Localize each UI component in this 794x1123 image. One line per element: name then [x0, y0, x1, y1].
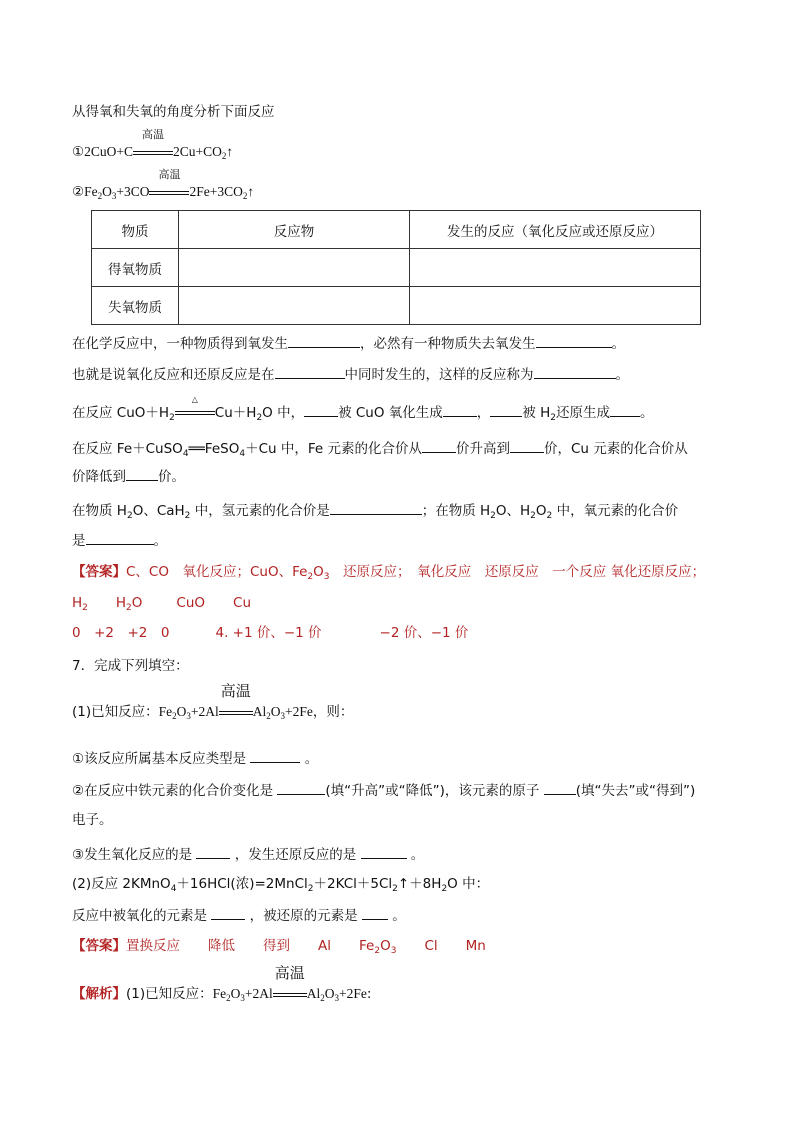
answer-blank[interactable]: [610, 402, 640, 417]
question-7-sub-2: ②在反应中铁元素的化合价变化是 (填“升高”或“降低”)，该元素的原子 (填“失去”或“得到”): [72, 780, 695, 801]
answer-blank[interactable]: [211, 905, 245, 920]
question-valence-cont: 是 。: [72, 530, 167, 551]
question-7-sub-4: 反应中被氧化的元素是 ，被还原的元素是 。: [72, 905, 406, 926]
answer-blank[interactable]: [330, 500, 422, 515]
answer-1-line-3: 0 +2 +2 0 4. +1 价、−1 价 −2 价、−1 价: [72, 625, 469, 641]
question-oxidation-reduction: 在化学反应中，一种物质得到氧发生 ，必然有一种物质失去氧发生 。: [72, 333, 625, 354]
equation-2: $②Fe_2O_3+3CO$ 高温 $2Fe+3CO_2↑$: [72, 169, 255, 201]
answer-tag: 【答案】: [72, 938, 126, 954]
analysis-tag: 【解析】: [72, 986, 126, 1002]
answer-blank[interactable]: [544, 780, 576, 795]
question-7-sub-1: ①该反应所属基本反应类型是 。: [72, 748, 318, 769]
answer-blank[interactable]: [126, 466, 158, 481]
table-cell-reactant: [179, 287, 410, 325]
oxygen-table: [91, 210, 701, 325]
answer-blank[interactable]: [250, 748, 300, 763]
answer-1-line-1: 【答案】C、CO 氧化反应；CuO、$Fe_2O_3$ 还原反应； 氧化反应 还原反应 一个反应 氧化还原反应；: [72, 564, 706, 582]
answer-blank[interactable]: [422, 438, 456, 453]
table-row: [92, 249, 701, 287]
question-valence: 在物质 $H_2O$、CaH$_2$ 中，氢元素的化合价是 ；在物质 $H_2O$、$H_2O_2$ 中，氧元素的化合价: [72, 500, 678, 521]
answer-blank[interactable]: [275, 364, 345, 379]
table-cell-reactant: [179, 249, 410, 287]
table-header-cell: 发生的反应（氧化反应或还原反应）: [410, 211, 701, 249]
answer-blank[interactable]: [304, 402, 338, 417]
intro-title: 从得氧和失氧的角度分析下面反应: [72, 104, 275, 120]
question-7-part-1: (1)已知反应：$Fe_2O_3+2Al$ 高温 $Al_2O_3+2Fe$，则：: [72, 684, 354, 721]
table-row-label: 得氧物质: [92, 249, 179, 287]
answer-blank[interactable]: [361, 844, 407, 859]
equation-1: ①2CuO+C 高温 $2Cu+CO_2↑$: [72, 129, 234, 161]
question-fe-cuso4-cont: 价降低到 价。: [72, 466, 185, 487]
answer-blank[interactable]: [196, 844, 230, 859]
answer-blank[interactable]: [490, 402, 522, 417]
answer-blank[interactable]: [362, 905, 388, 920]
question-7-sub-2-cont: 电子。: [72, 812, 113, 828]
question-fe-cuso4: 在反应 Fe＋CuSO$_4$══FeSO$_4$＋Cu 中，Fe 元素的化合价从 价升高到 价，Cu 元素的化合价从: [72, 438, 688, 459]
analysis: 【解析】(1)已知反应：$Fe_2O_3+2Al$ 高温 $Al_2O_3+2Fe$:: [72, 966, 372, 1003]
question-7-part-2: (2)反应 2KMnO$_4$＋16HCl(浓)$=2MnCl_2+2KCl+5Cl_2↑+8H_2O$ 中：: [72, 876, 490, 894]
answer-1-line-2: $H_2$ $H_2O$ CuO Cu: [72, 595, 252, 613]
answer-blank[interactable]: [534, 364, 616, 379]
table-row: [92, 287, 701, 325]
answer-blank[interactable]: [288, 333, 360, 348]
table-cell-reaction: [410, 287, 701, 325]
answer-blank[interactable]: [443, 402, 477, 417]
table-header-row: [92, 211, 701, 249]
question-cuo-h2: 在反应 $CuO+H_2$ △ $Cu+H_2O$ 中， 被 CuO 氧化生成 ， 被 $H_2$还原生成 。: [72, 395, 654, 423]
table-row-label: 失氧物质: [92, 287, 179, 325]
answer-blank[interactable]: [510, 438, 544, 453]
answer-blank[interactable]: [86, 530, 154, 545]
question-7-sub-3: ③发生氧化反应的是 ，发生还原反应的是 。: [72, 844, 424, 865]
table-header-cell: 物质: [92, 211, 179, 249]
table-header-cell: 反应物: [179, 211, 410, 249]
answer-blank[interactable]: [277, 780, 325, 795]
answer-tag: 【答案】: [72, 564, 126, 580]
answer-blank[interactable]: [536, 333, 612, 348]
question-redox-definition: 也就是说氧化反应和还原反应是在 中同时发生的，这样的反应称为 。: [72, 364, 629, 385]
table-cell-reaction: [410, 249, 701, 287]
answer-2: 【答案】置换反应 降低 得到 Al $Fe_2O_3$ Cl Mn: [72, 938, 486, 956]
question-7-heading: 7．完成下列填空：: [72, 658, 189, 674]
